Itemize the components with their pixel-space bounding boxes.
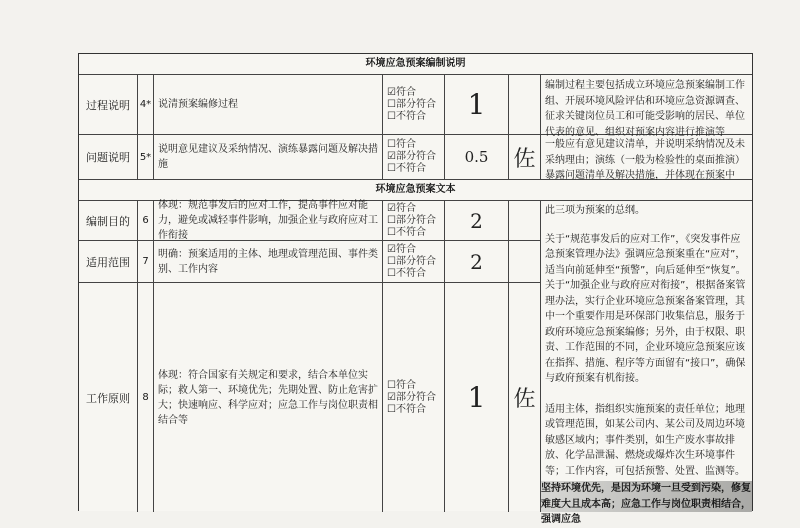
item-number: 7 <box>138 241 154 283</box>
score-handwritten: 0.5 <box>445 135 509 179</box>
reviewer-signature <box>509 75 541 134</box>
note-text: 关于“规范事发后的应对工作”，《突发事件应急预案管理办法》强调应急预案重在“应对”，适当向前延伸至“预警”，向后延伸至“恢复”。关于“加强企业与政府应对衔接”，根据备案管理办法，实行企业环境应急预案备案管理，其中一个重要作用是环保部门收集信息，服务于政府环境应急预案编修；另外，由于权限、职责、工作范围的不同，企业环境应急预案应该在指挥、措施、程序等方面留有“接口”，确保与政府预案有机衔接。 <box>545 233 746 384</box>
shaded-note-area <box>541 481 752 525</box>
requirement-text: 说明意见建议及采纳情况、演练暴露问题及解决措施 <box>154 135 383 179</box>
item-number: 4* <box>138 75 154 134</box>
option-partial-checked[interactable]: ☑部分符合 <box>387 391 436 403</box>
compliance-options <box>383 75 445 134</box>
reviewer-signature <box>509 241 541 283</box>
item-name: 工作原则 <box>79 283 138 512</box>
note-text: 适用主体，指组织实施预案的责任单位；地理或管理范围，如某公司内、某公司及周边环境敏感区域内；事件类别，如生产废水事故排放、化学品泄漏、燃烧或爆炸次生环境事件等；工作内容，可包括预警、处置、监测等。 <box>545 403 745 477</box>
reviewer-signature <box>509 201 541 241</box>
compliance-options <box>383 283 445 512</box>
section-title-compilation: 环境应急预案编制说明 <box>365 58 466 69</box>
reviewer-signature: 佐 <box>509 283 541 512</box>
option-conform-checked[interactable]: ☑符合 <box>387 243 416 255</box>
note-text: 此三项为预案的总纲。 <box>545 205 645 216</box>
option-partial[interactable]: ☐部分符合 <box>387 255 436 267</box>
item-name: 编制目的 <box>79 201 138 241</box>
assessment-table <box>78 53 753 525</box>
option-nonconform[interactable]: ☐不符合 <box>387 267 426 279</box>
option-conform-checked[interactable]: ☑符合 <box>387 202 416 214</box>
requirement-text: 说清预案编修过程 <box>154 75 383 134</box>
score-handwritten: 1 <box>445 283 509 512</box>
option-nonconform[interactable]: ☐不符合 <box>387 110 426 122</box>
table-row <box>79 75 752 138</box>
option-partial[interactable]: ☐部分符合 <box>387 214 436 226</box>
score-handwritten: 1 <box>445 75 509 134</box>
section-header-compilation <box>79 54 752 75</box>
compliance-options <box>383 135 445 179</box>
option-partial-checked[interactable]: ☑部分符合 <box>387 151 436 162</box>
option-partial[interactable]: ☐部分符合 <box>387 98 436 110</box>
requirement-text: 明确：预案适用的主体、地理或管理范围、事件类别、工作内容 <box>154 241 383 283</box>
item-name: 适用范围 <box>79 241 138 283</box>
compliance-options <box>383 201 445 241</box>
guidance-note-merged <box>541 201 752 525</box>
reviewer-signature: 佐 <box>509 135 541 179</box>
requirement-text: 体现：规范事发后的应对工作，提高事件应对能力，避免或减轻事件影响，加强企业与政府应对工作衔接 <box>154 201 383 241</box>
item-number: 6 <box>138 201 154 241</box>
option-conform[interactable]: ☐符合 <box>387 139 416 150</box>
item-number: 5* <box>138 135 154 179</box>
option-conform[interactable]: ☐符合 <box>387 379 416 391</box>
item-number: 8 <box>138 283 154 512</box>
option-nonconform[interactable]: ☐不符合 <box>387 163 426 174</box>
requirement-text: 体现：符合国家有关规定和要求，结合本单位实际；救人第一、环境优先；先期处置、防止危害扩大；快速响应、科学应对；应急工作与岗位职责相结合等 <box>154 283 383 512</box>
item-name: 问题说明 <box>79 135 138 179</box>
note-text: 编制过程主要包括成立环境应急预案编制工作组、开展环境风险评估和环境应急资源调查、征求关键岗位员工和可能受影响的居民、单位代表的意见、组织对预案内容进行推演等 <box>545 80 745 138</box>
compliance-options <box>383 241 445 283</box>
note-text: 坚持环境优先，是因为环境一旦受到污染，修复难度大且成本高；应急工作与岗位职责相结合，强调应急 <box>541 483 751 525</box>
note-text: 一般应有意见建议清单，并说明采纳情况及未采纳理由；演练（一般为检验性的桌面推演）暴露问题清单及解决措施，并体现在预案中 <box>545 139 745 181</box>
guidance-note <box>541 135 752 179</box>
score-handwritten: 2 <box>445 241 509 283</box>
section-title-plan-text: 环境应急预案文本 <box>375 184 456 195</box>
option-nonconform[interactable]: ☐不符合 <box>387 226 426 238</box>
option-conform-checked[interactable]: ☑符合 <box>387 86 416 98</box>
option-nonconform[interactable]: ☐不符合 <box>387 403 426 415</box>
guidance-note <box>541 75 752 138</box>
table-row <box>79 135 752 180</box>
item-name: 过程说明 <box>79 75 138 134</box>
score-handwritten: 2 <box>445 201 509 241</box>
